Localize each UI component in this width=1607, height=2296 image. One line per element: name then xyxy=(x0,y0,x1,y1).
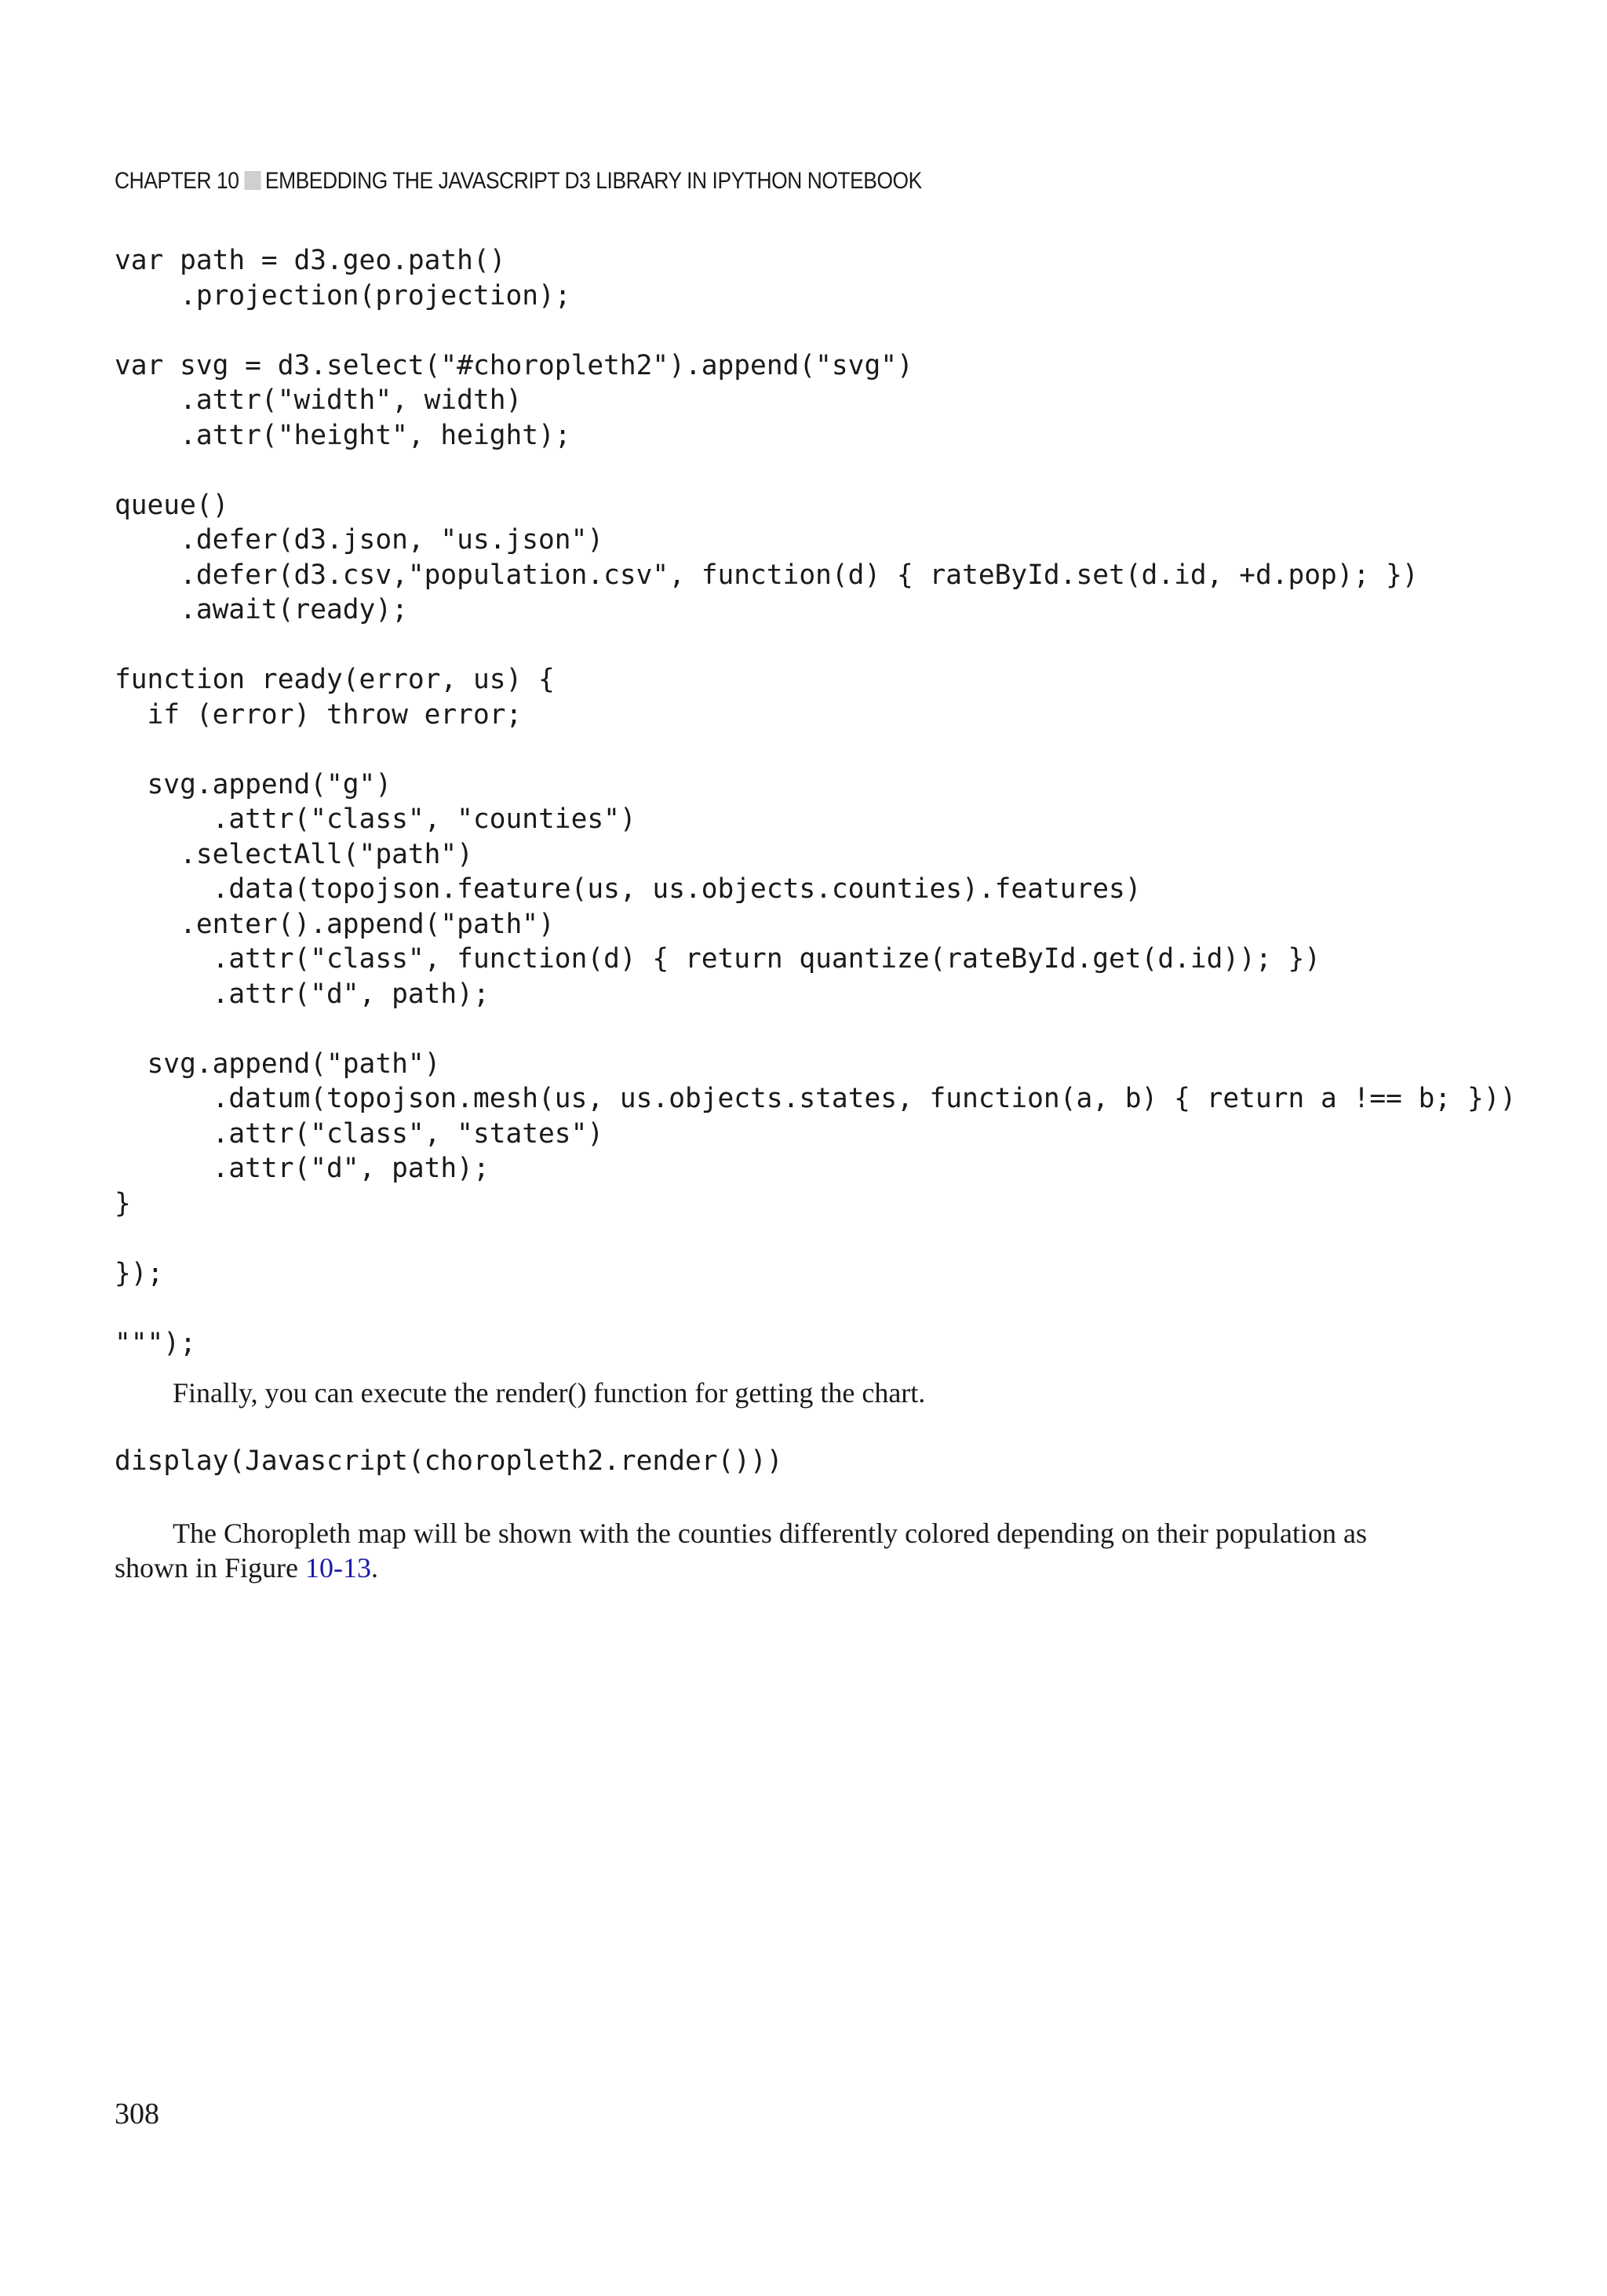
paragraph-text-end: . xyxy=(371,1552,378,1584)
chapter-title: EMBEDDING THE JAVASCRIPT D3 LIBRARY IN IPYTHON NOTEBOOK xyxy=(264,168,922,194)
figure-reference-link[interactable]: 10-13 xyxy=(305,1552,371,1584)
paragraph-text: The Choropleth map will be shown with the counties differently colored depending on their population as shown in Figure xyxy=(115,1518,1368,1584)
body-paragraph-choropleth xyxy=(115,1516,1433,1585)
running-header xyxy=(115,168,922,195)
code-block-display: display(Javascript(choropleth2.render())) xyxy=(115,1445,783,1477)
header-separator-square xyxy=(244,171,261,190)
page-number: 308 xyxy=(115,2097,159,2130)
chapter-label: CHAPTER 10 xyxy=(115,168,239,194)
code-block-d3-choropleth: var path = d3.geo.path() .projection(projection); var svg = d3.select("#choropleth2").append("svg") .attr("width", width) .attr("height", height); queue() .defer(d3.json, "us.json") .defer(d3.csv,"population.csv", function(d) { rateById.set(d.id, +d.pop); }) .await(ready); function ready(error, us) { if (error) throw error; svg.append("g") .attr("class", "counties") .selectAll("path") .data(topojson.feature(us, us.objects.counties).features) .enter().append("path") .attr("class", function(d) { return quantize(rateById.get(d.id)); }) .attr("d", path); svg.append("path") .datum(topojson.mesh(us, us.objects.states, function(a, b) { return a !== b; })) .attr("class", "states") .attr("d", path); } }); """); xyxy=(115,245,1517,1359)
body-paragraph-render: Finally, you can execute the render() function for getting the chart. xyxy=(173,1377,926,1409)
